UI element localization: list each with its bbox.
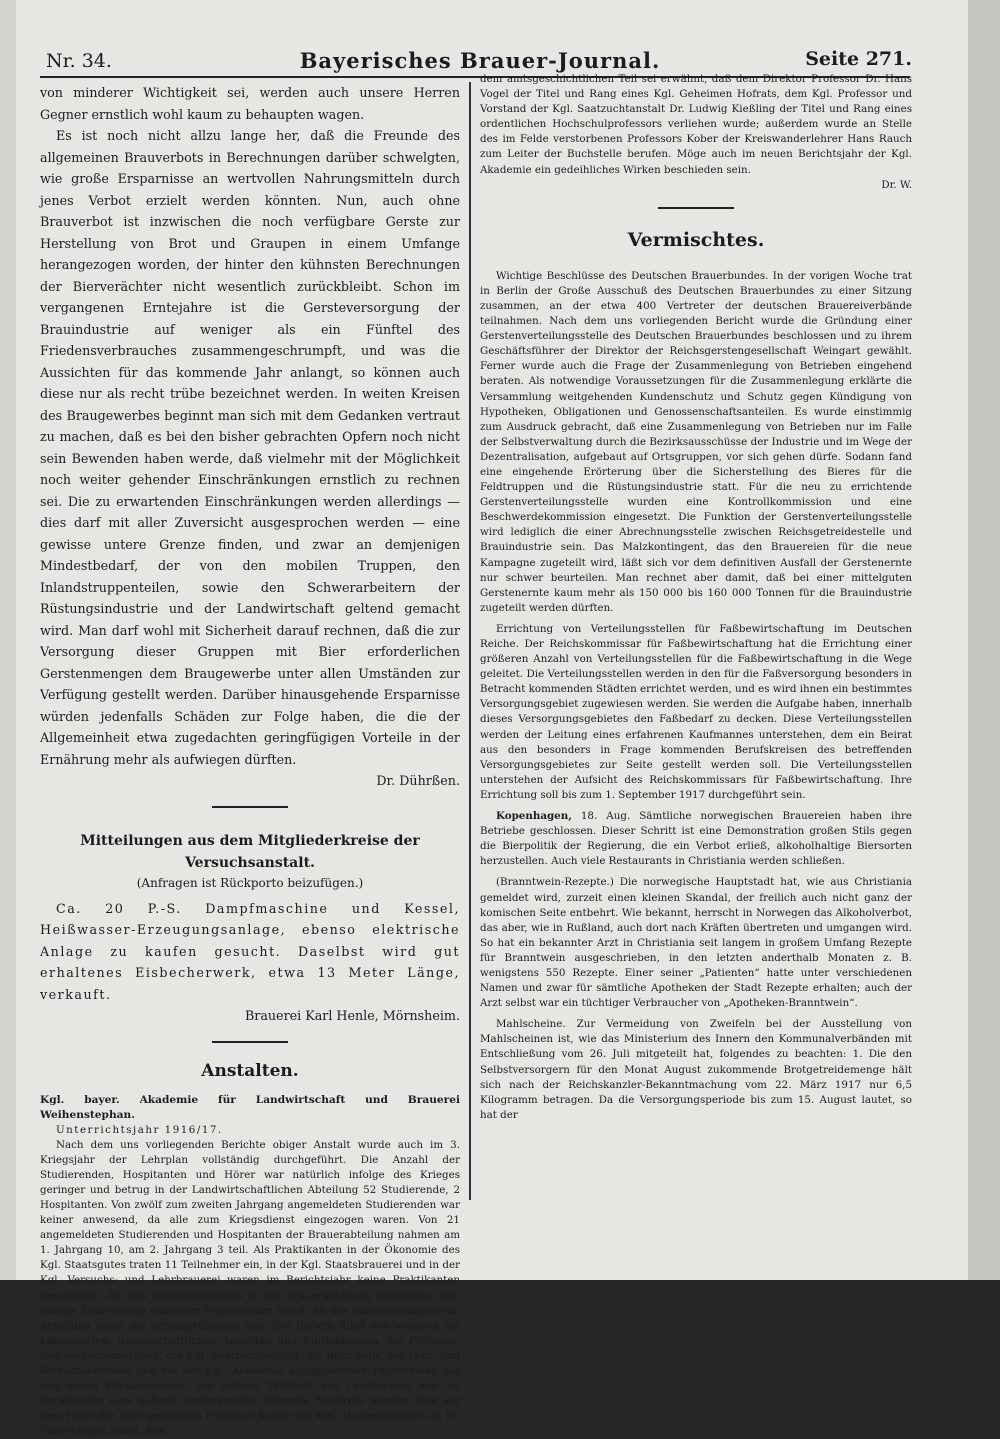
news-item-fassbewirtschaftung: Errichtung von Verteilungsstellen für Faßbewirtschaftung im Deutschen Reiche. Der Reichskommissar für Faßbewirtschaftung hat die Errichtung einer größeren Anzahl von Verteilungsstellen für die Faßbewirtschaftung in die Wege geleitet. Die Verteilungsstellen werden in den für die Faßversorgung besonders in Betracht kommenden Städten errichtet werden, und es wird ihnen ein bestimmtes Versorgungsgebiet zugewiesen werden. Sie werden die Aufgabe haben, innerhalb dieses Versorgungsgebietes den Faßbedarf zu decken. Diese Verteilungsstellen werden der Leitung eines erfahrenen Kaufmannes unterstehen, dem ein Beirat aus den besonders in Frage kommenden Berufskreisen des betreffenden Versorgungsgebietes zur Seite gestellt werden soll. Die Verteilungsstellen unterstehen der Aufsicht des Reichskommissars für Faßbewirtschaftung. Ihre Errichtung soll bis zum 1. September 1917 durchgeführt sein. — [480, 622, 912, 801]
section-subheading: (Anfragen ist Rückporto beizufügen.) — [136, 875, 364, 890]
section-heading-mitteilungen: Mitteilungen aus dem Mitgliederkreise der Versuchsanstalt. — [80, 832, 420, 871]
report-signature: Dr. W. — [881, 178, 912, 191]
news-item-brauerbund: Wichtige Beschlüsse des Deutschen Brauerbundes. In der vorigen Woche trat in Berlin der Große Ausschuß des Deutschen Brauerbundes zu einer Sitzung zusammen, an der etwa 400 Vertreter der deutschen Brauereiverbände teilnahmen. Nach dem uns vorliegenden Bericht wurde die Gründung einer Gerstenverteilungsstelle des Deutschen Brauerbundes beschlossen und zu ihrem Geschäftsführer der Direktor der Reichsgerstengesellschaft Weingart gewählt. Ferner wurde auch die Frage der Zusammenlegung von Betrieben eingehend beraten. Als notwendige Voraussetzungen für die Zusammenlegung erklärte die Versammlung weitgehenden Kundenschutz und Schutz gegen Kündigung von Hypotheken, Obligationen und Genossenschaftsanteilen. Es wurde einstimmig zum Ausdruck gebracht, daß eine Zusammenlegung von Betrieben nur im Falle der Selbstverwaltung durch die Bezirksausschüsse der Industrie und im Wege der Dezentralisation, aufgebaut auf Ortsgruppen, vor sich gehen dürfe. Sodann fand eine eingehende Erörterung über die Sicherstellung des Bieres für die Feldtruppen und die Rüstungsindustrie statt. Für die neu zu errichtende Gerstenverteilungsstelle wurden eine Kontrollkommission und eine Beschwerdekommission eingesetzt. Die Funktion der Gerstenverteilungsstelle wird lediglich die einer Abrechnungsstelle zwischen Reichsgetreidestelle und Brauindustrie sein. Das Malzkontingent, das den Brauereien für die neue Kampagne zugeteilt wird, läßt sich vor dem definitiven Ausfall der Gerstenernte nur schwer beurteilen. Man rechnet aber damit, daß bei einer mittelguten Gerstenernte kaum mehr als 150 000 bis 160 000 Tonnen für die Brauindustrie zugeteilt werden dürften. — [480, 269, 912, 614]
section-rule — [212, 806, 288, 808]
article-paragraph: Es ist noch nicht allzu lange her, daß die Freunde des allgemeinen Brauverbots in Berechnungen darüber schwelgten, wie große Ersparnisse an wertvollen Nahrungsmitteln durch jenes Verbot erzielt werden könnten. Nun, auch ohne Brauverbot ist inzwischen die noch verfügbare Gerste zur Herstellung von Brot und Graupen in einem Umfange herangezogen worden, der hinter den kühnsten Berechnungen der Bierverächter nicht wesentlich zurückbleibt. Schon im vergangenen Erntejahre ist die Gersteversorgung der Brauindustrie auf weniger als ein Fünftel des Friedensverbrauches zusammengeschrumpft, und was die Aussichten für das kommende Jahr anlangt, so können auch diese nur als recht trübe bezeichnet werden. In weiten Kreisen des Braugewerbes beginnt man sich mit dem Gedanken vertraut zu machen, daß es bei den bisher gebrachten Opfern noch nicht sein Bewenden haben werde, daß vielmehr mit der Möglichkeit noch weiter gehender Einschränkungen ernstlich zu rechnen sei. Die zu erwartenden Einschränkungen werden allerdings — dies darf mit aller Zuversicht ausgesprochen werden — eine gewisse untere Grenze finden, und zwar an demjenigen Mindestbedarf, der von den mobilen Truppen, den Inlandstruppenteilen, sowie den Schwerarbeitern der Rüstungsindustrie und der Landwirtschaft geltend gemacht wird. Man darf wohl mit Sicherheit darauf rechnen, daß die zur Versorgung dieser Gruppen mit Bier erforderlichen Gerstenmengen dem Braugewerbe unter allen Umständen zur Verfügung gestellt werden. Darüber hinausgehende Ersparnisse würden jedenfalls Schäden zur Folge haben, die die der Allgemeinheit etwa zugedachten geringfügigen Vorteile in der Ernährung mehr als aufwiegen dürften. — [40, 128, 460, 767]
news-item-text: 18. Aug. Sämtliche norwegischen Brauereien haben ihre Betriebe geschlossen. Dieser Schritt ist eine Demonstration großen Stils gegen die Bierpolitik der Regierung, die ein Verbot erließ, alkoholhaltige Biersorten herzustellen. Auch viele Restaurants in Christiania werden schließen. — [480, 810, 912, 868]
section-rule — [658, 207, 734, 209]
institution-report: Nach dem uns vorliegenden Berichte obiger Anstalt wurde auch im 3. Kriegsjahr der Lehrplan vollständig durchgeführt. Die Anzahl der Studierenden, Hospitanten und Hörer war natürlich infolge des Krieges geringer und betrug in der Landwirtschaftlichen Abteilung 52 Studierende, 2 Hospitanten. Von zwölf zum zweiten Jahrgang angemeldeten Studierenden war keiner anwesend, da alle zum Kriegsdienst eingezogen waren. Von 21 angemeldeten Studierenden und Hospitanten der Brauerabteilung nahmen am 1. Jahrgang 10, am 2. Jahrgang 3 teil. Als Praktikanten in der Ökonomie des Kgl. Staatsgutes traten 11 Teilnehmer ein, in der Kgl. Staatsbrauerei und in der Kgl. Versuchs- und Lehrbrauerei waren im Berichtsjahr keine Praktikanten beschäftigt. An den Schlußprüfungen in der Brauerabteilung beteiligten sich infolge Einberufung einzelner Studierender nur 8, an der landwirtschaftlichen Abteilung fielen die Schlußprüfungen aus. Der Bericht führt des weiteren die Laboratorien, wissenschaftlichen Anstalten und Einrichtungen, die Prüfungs- und Versuchsanstalten, die Kgl. Saatzuchtanstalt, die Buchstelle, die Lehr- und Versuchsbetriebe und die der Kgl. Akademie angegliederten Fachschulen auf und deren Wirkungsweise. Die äußere Tätigkeit des Lehrkörpers war im Berichtsjahr eine äußerst umfangreiche. Ehrende Nachrufe wurden dem auf dem Felde der Ehre gefallenen Professor Kober und Kgl. Akademielehrer Dr. Fr. Fleischmann zuteil. Aus — [40, 1138, 460, 1438]
classified-ad-signature: Brauerei Karl Henle, Mörnsheim. — [244, 1008, 460, 1023]
article-continuation: von minderer Wichtigkeit sei, werden auch unsere Herren Gegner ernstlich wohl kaum zu behaupten wagen. — [40, 85, 460, 122]
institution-report-continuation: dem amtsgeschichtlichen Teil sei erwähnt, daß dem Direktor Professor Dr. Hans Vogel der Titel und Rang eines Kgl. Geheimen Hofrats, dem Kgl. Professor und Vorstand der Kgl. Saatzuchtanstalt Dr. Ludwig Kießling der Titel und Rang eines ordentlichen Hochschulprofessors verliehen wurde; außerdem wurde an Stelle des im Felde verstorbenen Professors Kober der Kreiswanderlehrer Hans Rauch zum Leiter der Buchstelle berufen. Möge auch im neuen Berichtsjahr der Kgl. Akademie ein gedeihliches Wirken beschieden sein. — [480, 73, 912, 176]
issue-number: Nr. 34. — [46, 50, 112, 72]
institution-year: Unterrichtsjahr 1916/17. — [56, 1123, 223, 1136]
classified-ad: Ca. 20 P.-S. Dampfmaschine und Kessel, Heißwasser-Erzeugungsanlage, ebenso elektrische Anlage zu kaufen gesucht. Daselbst wird gut erhaltenes Eisbecherwerk, etwa 13 Meter Länge, verkauft. — [40, 900, 460, 1002]
column-divider — [469, 82, 471, 1200]
page-edge-left — [0, 0, 16, 1280]
section-heading-anstalten: Anstalten. — [201, 1060, 299, 1081]
article-signature: Dr. Dührßen. — [376, 773, 460, 788]
journal-title: Bayerisches Brauer-Journal. — [299, 48, 661, 73]
news-item-branntwein: (Branntwein-Rezepte.) Die norwegische Hauptstadt hat, wie aus Christiania gemeldet wird, zurzeit einen kleinen Skandal, der freilich auch nicht ganz der komischen Seite entbehrt. Wie bekannt, herrscht in Norwegen das Alkoholverbot, das aber, wie in Rußland, auch dort nach Kräften übertreten und umgangen wird. So hat ein bekannter Arzt in Christiania seit langem in großem Umfang Rezepte für Branntwein ausgeschrieben, in den letzten anderthalb Monaten z. B. wenigstens 550 Rezepte. Einer seiner „Patienten“ hatte unter verschiedenen Namen und zwar für sämtliche Apotheken der Stadt Rezepte erhalten; auch der Arzt selbst war ein tüchtiger Verbraucher von „Apotheken-Branntwein“. — [480, 876, 912, 1010]
left-column — [40, 82, 460, 1438]
page-edge-right — [968, 0, 1000, 1280]
page-number: Seite 271. — [805, 48, 912, 70]
right-column — [480, 72, 912, 1202]
news-item-mahlscheine: Mahlscheine. Zur Vermeidung von Zweifeln bei der Ausstellung von Mahlscheinen ist, wie das Ministerium des Innern den Kommunalverbänden mit Entschließung vom 26. Juli mitgeteilt hat, folgendes zu beachten: 1. Die den Selbstversorgern für den Monat August zukommende Brotgetreidemenge hält sich nach der Reichskanzler-Bekanntmachung vom 22. März 1917 nur 6,5 Kilogramm betragen. Da die Versorgungsperiode bis zum 15. August lautet, so hat der — [480, 1018, 912, 1121]
section-heading-vermischtes: Vermischtes. — [627, 228, 765, 251]
news-item-kopenhagen — [480, 809, 912, 869]
institution-title: Kgl. bayer. Akademie für Landwirtschaft und Brauerei Weihenstephan. — [40, 1093, 460, 1121]
section-rule — [212, 1041, 288, 1043]
dateline: Kopenhagen, — [496, 810, 572, 823]
